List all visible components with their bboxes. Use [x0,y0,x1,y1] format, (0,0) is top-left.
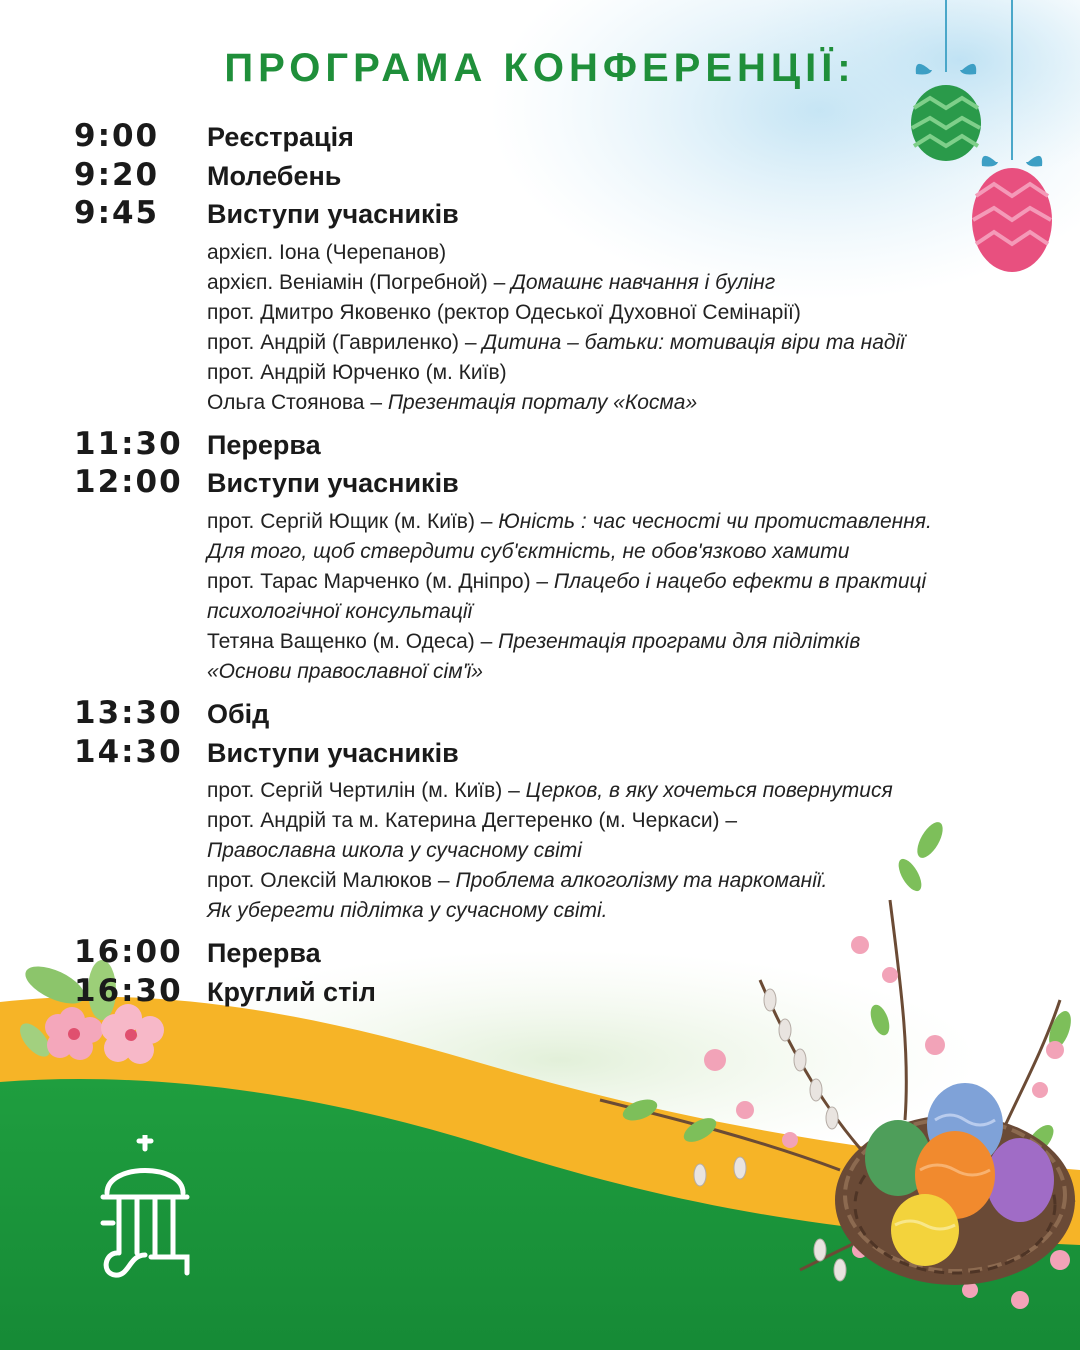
schedule-label: Реєстрація [207,122,354,152]
schedule-time: 13:30 [74,694,183,731]
schedule-row [74,464,974,503]
talk-topic: Плацебо і нацебо ефекти в практиці [553,569,927,593]
speaker-line [207,268,974,298]
schedule-item [74,734,974,927]
talk-topic: Презентація порталу «Косма» [387,390,698,414]
schedule-row [74,973,974,1012]
talk-topic: Юність : час чесності чи протиставлення. [498,509,932,533]
talk-topic: Проблема алкоголізму та наркоманії. [455,869,828,893]
schedule-item [74,464,974,687]
talk-topic: Дитина – батьки: мотивація віри та надії [482,330,905,354]
schedule-label: Виступи учасників [207,737,459,768]
speaker-list [207,776,974,926]
schedule-item [74,195,974,418]
talk-topic: Домашнє навчання і булінг [511,270,776,294]
schedule-label: Круглий стіл [207,976,376,1007]
schedule-item [74,118,974,157]
schedule-row [74,695,974,734]
schedule-time: 9:45 [74,195,160,232]
speaker-line [207,836,974,866]
speaker-name: прот. Дмитро Яковенко (ректор Одеської Духовної Семінарії) [207,300,801,324]
schedule-row [74,118,974,157]
speaker-name: Ольга Стоянова – [207,390,388,414]
talk-topic: «Основи православної сім'ї» [207,659,483,683]
speaker-line [207,358,974,388]
talk-topic: психологічної консультації [207,599,473,623]
speaker-name: прот. Андрій та м. Катерина Дегтеренко (м. Черкаси) – [207,809,738,833]
speaker-line [207,597,974,627]
speaker-name: прот. Андрій Юрченко (м. Київ) [207,360,507,384]
schedule-time: 16:30 [74,972,183,1009]
speaker-list [207,238,974,418]
schedule-label: Перерва [207,938,321,969]
schedule-item [74,695,974,734]
speaker-line [207,567,974,597]
schedule-row [74,195,974,234]
talk-topic: Як уберегти підлітка у сучасному світі. [207,899,608,923]
speaker-name: прот. Сергій Ющик (м. Київ) – [207,509,499,533]
talk-topic: Презентація програми для підлітків [498,629,861,653]
schedule-time: 9:20 [74,156,160,193]
talk-topic: Церков, в яку хочеться повернутися [525,779,893,803]
speaker-line [207,507,974,537]
speaker-line [207,298,974,328]
schedule-label: Виступи учасників [207,468,459,499]
speaker-line [207,627,974,657]
speaker-name: прот. Андрій (Гавриленко) – [207,330,483,354]
speaker-name: прот. Тарас Марченко (м. Дніпро) – [207,569,554,593]
talk-topic: Для того, щоб ствердити суб'єктність, не обов'язково хамити [207,539,850,563]
schedule-label: Обід [207,698,270,729]
speaker-name: архієп. Веніамін (Погребной) – [207,270,512,294]
schedule-row [74,426,974,465]
speaker-name: прот. Олексій Малюков – [207,869,456,893]
schedule-time: 16:00 [74,934,183,971]
schedule-label: Перерва [207,429,321,460]
schedule-item [74,973,974,1012]
schedule-row [74,934,974,973]
schedule-item [74,157,974,196]
schedule-time: 12:00 [74,464,183,501]
speaker-line [207,238,974,268]
schedule-time: 14:30 [74,733,183,770]
speaker-line [207,328,974,358]
schedule-row [74,157,974,196]
speaker-line [207,388,974,418]
speaker-line [207,866,974,896]
speaker-line [207,776,974,806]
speaker-line [207,537,974,567]
speaker-line [207,896,974,926]
speaker-line [207,657,974,687]
schedule [74,118,974,1011]
speaker-name: прот. Сергій Чертилін (м. Київ) – [207,779,526,803]
schedule-time: 9:00 [74,118,160,154]
schedule-time: 11:30 [74,425,183,462]
schedule-row [74,734,974,773]
speaker-list [207,507,974,687]
speaker-line [207,806,974,836]
speaker-name: Тетяна Ващенко (м. Одеса) – [207,629,499,653]
talk-topic: Православна школа у сучасному світі [207,839,582,863]
program-title: ПРОГРАМА КОНФЕРЕНЦІЇ: [224,46,856,90]
church-logo-icon [95,1135,195,1285]
schedule-label: Виступи учасників [207,199,459,230]
schedule-label: Молебень [207,160,342,191]
schedule-item [74,426,974,465]
schedule-item [74,934,974,973]
speaker-name: архієп. Іона (Черепанов) [207,240,447,264]
